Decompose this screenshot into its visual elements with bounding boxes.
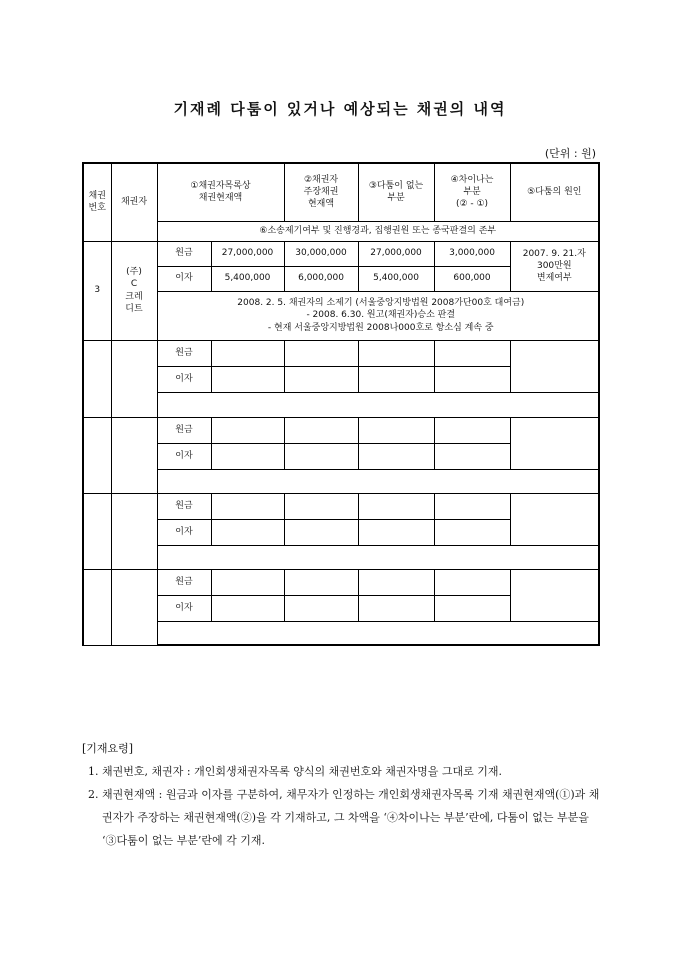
interest-label: 이자 [157, 519, 211, 545]
header-col2: ②채권자 주장채권 현재액 [284, 163, 358, 221]
empty-cell [211, 366, 284, 392]
empty-creditor [111, 417, 157, 493]
header-creditor: 채권자 [111, 163, 157, 241]
empty-cell [510, 417, 599, 469]
empty-cell [358, 366, 434, 392]
empty-lawsuit-cell [157, 392, 599, 417]
instructions [82, 737, 602, 852]
empty-cell [434, 493, 510, 519]
instruction-item: 2. 채권현재액 : 원금과 이자를 구분하여, 채무자가 인정하는 개인회생채권자목록 기재 채권현재액(①)과 채권자가 주장하는 채권현재액(②)을 각 기재하고, 그 차액을 ‘④차이나는 부분’란에, 다툼이 없는 부분을 ‘③다툼이 없는 부분’란에 각 기재. [88, 788, 600, 847]
empty-cell [211, 443, 284, 469]
page-title: 기재례 다툼이 있거나 예상되는 채권의 내역 [173, 100, 507, 118]
claim-number: 3 [83, 241, 111, 340]
principal-label: 원금 [157, 493, 211, 519]
empty-cell [284, 417, 358, 443]
empty-cell [284, 443, 358, 469]
interest-label: 이자 [157, 366, 211, 392]
principal-label: 원금 [157, 569, 211, 595]
empty-cell [358, 519, 434, 545]
empty-cell [211, 595, 284, 621]
empty-cell [284, 340, 358, 366]
empty-cell [510, 569, 599, 621]
empty-cell [358, 493, 434, 519]
principal-label: 원금 [157, 340, 211, 366]
empty-cell [284, 366, 358, 392]
principal-label: 원금 [157, 241, 211, 266]
empty-cell [211, 519, 284, 545]
header-claim-no: 채권 번호 [83, 163, 111, 241]
empty-claim-number [83, 417, 111, 493]
empty-cell [434, 366, 510, 392]
empty-cell [434, 595, 510, 621]
principal-col1: 27,000,000 [211, 241, 284, 266]
empty-cell [211, 417, 284, 443]
empty-cell [358, 340, 434, 366]
empty-cell [211, 493, 284, 519]
empty-cell [284, 519, 358, 545]
empty-claim-number [83, 493, 111, 569]
principal-col3: 27,000,000 [358, 241, 434, 266]
header-col1: ①채권자목록상 채권현재액 [157, 163, 284, 221]
principal-col2: 30,000,000 [284, 241, 358, 266]
interest-label: 이자 [157, 266, 211, 291]
header-col3: ③다툼이 없는 부분 [358, 163, 434, 221]
header-col6: ⑥소송제기여부 및 진행경과, 집행권원 또는 종국판결의 존부 [157, 221, 599, 241]
empty-lawsuit-cell [157, 545, 599, 569]
empty-claim-number [83, 340, 111, 417]
empty-cell [211, 569, 284, 595]
empty-cell [434, 340, 510, 366]
empty-claim-number [83, 569, 111, 645]
empty-cell [358, 569, 434, 595]
empty-cell [284, 595, 358, 621]
unit-label: (단위 : 원) [544, 147, 596, 160]
header-col4: ④차이나는 부분 (② - ①) [434, 163, 510, 221]
empty-cell [510, 493, 599, 545]
disputed-claims-table [82, 162, 600, 646]
principal-label: 원금 [157, 417, 211, 443]
instructions-heading: [기재요령] [82, 742, 134, 755]
interest-label: 이자 [157, 443, 211, 469]
empty-lawsuit-cell [157, 469, 599, 493]
empty-lawsuit-cell [157, 621, 599, 645]
interest-col3: 5,400,000 [358, 266, 434, 291]
principal-col4: 3,000,000 [434, 241, 510, 266]
header-col5: ⑤다툼의 원인 [510, 163, 599, 221]
interest-col1: 5,400,000 [211, 266, 284, 291]
empty-cell [510, 340, 599, 392]
dispute-cause: 2007. 9. 21.자 300만원 변제여부 [510, 241, 599, 291]
lawsuit-status: 2008. 2. 5. 채권자의 소제기 (서울중앙지방법원 2008가단00호 대여금) - 2008. 6.30. 원고(채권자)승소 판결 - 현재 서울중앙지방법원 2008나000호로 항소심 계속 중 [157, 291, 599, 340]
empty-creditor [111, 340, 157, 417]
empty-cell [284, 569, 358, 595]
empty-cell [211, 340, 284, 366]
creditor-name: (주) C 크레 디트 [111, 241, 157, 340]
empty-cell [434, 519, 510, 545]
empty-cell [284, 493, 358, 519]
empty-cell [434, 569, 510, 595]
empty-cell [434, 417, 510, 443]
empty-cell [358, 595, 434, 621]
empty-creditor [111, 569, 157, 645]
instruction-item: 1. 채권번호, 채권자 : 개인회생채권자목록 양식의 채권번호와 채권자명을 그대로 기재. [88, 765, 502, 778]
interest-label: 이자 [157, 595, 211, 621]
empty-cell [434, 443, 510, 469]
interest-col2: 6,000,000 [284, 266, 358, 291]
empty-creditor [111, 493, 157, 569]
empty-cell [358, 417, 434, 443]
interest-col4: 600,000 [434, 266, 510, 291]
empty-cell [358, 443, 434, 469]
